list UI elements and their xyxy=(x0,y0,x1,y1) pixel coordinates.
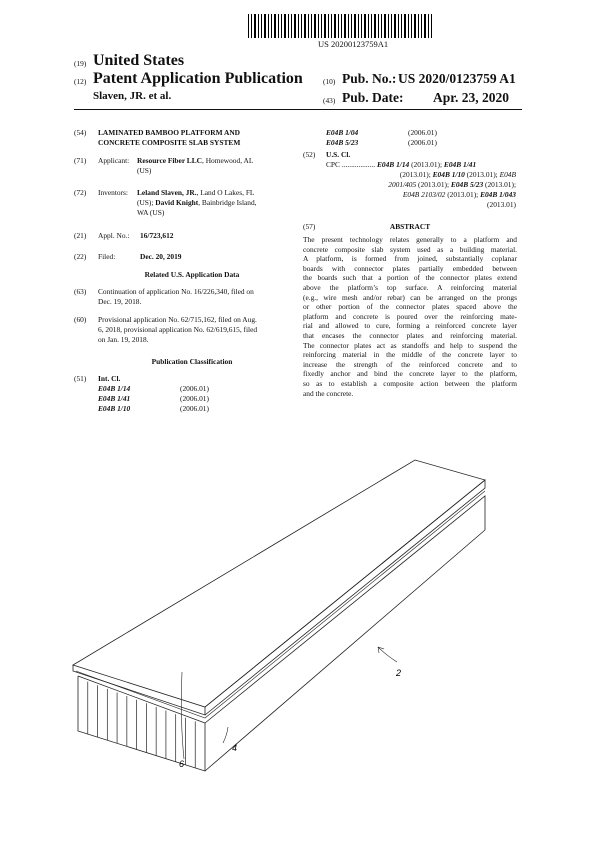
applicant-line xyxy=(137,156,253,166)
title-line2: CONCRETE COMPOSITE SLAB SYSTEM xyxy=(98,138,241,147)
pub-no-code: (10) xyxy=(323,77,336,86)
intcl-cont-code-1: E04B 1/04 xyxy=(326,128,359,137)
barcode-bar xyxy=(358,14,359,38)
barcode-bar xyxy=(354,14,356,38)
barcode-bar xyxy=(408,14,409,38)
filed-label: Filed: xyxy=(98,252,116,261)
barcode-bar xyxy=(264,14,266,38)
intcl-cont-code-2: E04B 5/23 xyxy=(326,138,359,147)
header-rule xyxy=(74,109,522,110)
cpc-2c: (2013.01); xyxy=(464,170,500,179)
intcl-label: Int. Cl. xyxy=(98,374,121,383)
intcl-cont-year-1: (2006.01) xyxy=(408,128,437,137)
leader-4 xyxy=(223,727,228,743)
cpc-line-3 xyxy=(330,180,516,190)
applicant-label: Applicant: xyxy=(98,156,130,165)
pub-no-label: Pub. No.: xyxy=(342,71,397,86)
abstract-line: above the platform’s top surface. A reinforcing material xyxy=(303,282,517,292)
inventor1-loc2: (US); xyxy=(137,198,154,207)
barcode-bar xyxy=(331,14,332,38)
barcode-bar xyxy=(251,14,252,38)
country: United States xyxy=(93,52,185,69)
barcode-bar xyxy=(321,14,322,38)
barcode-bar xyxy=(368,14,369,38)
barcode-bar xyxy=(364,14,366,38)
cpc-1b: (2013.01); xyxy=(409,160,444,169)
barcode-bar xyxy=(374,14,376,38)
barcode-bar xyxy=(278,14,279,38)
barcode-bar xyxy=(261,14,262,38)
abstract-line: platform and concrete is poured over the reinforcing mate- xyxy=(303,311,517,321)
abstract-line: The connector plates act as standoffs and help to suspend the xyxy=(303,340,517,350)
abstract-line: that encases the connector plates and reinforcing material. xyxy=(303,330,517,340)
barcode-bar xyxy=(281,14,282,38)
intcl-year-1: (2006.01) xyxy=(180,384,209,393)
abstract-line: or other portion of the connector plates spaced above the xyxy=(303,302,517,312)
applicant-loc2: (US) xyxy=(137,166,152,175)
intcl-code-1: E04B 1/14 xyxy=(98,384,131,393)
title-code: (54) xyxy=(74,128,87,137)
inventor2-loc: , Bainbridge Island, xyxy=(198,198,257,207)
barcode-number: US 20200123759A1 xyxy=(318,39,389,49)
barcode-bar xyxy=(361,14,362,38)
barcode-bar xyxy=(298,14,299,38)
title-line1: LAMINATED BAMBOO PLATFORM AND xyxy=(98,128,240,137)
abstract-line: so as to establish a composite action between the platform xyxy=(303,378,517,388)
uscl-label: U.S. Cl. xyxy=(326,150,351,159)
abstract-line: (e.g., wire mesh and/or rebar) can be arranged on the prongs xyxy=(303,292,517,302)
abstract-line: reinforcing material in the middle of the concrete layer to xyxy=(303,350,517,360)
cpc-3d: (2013.01); xyxy=(483,180,516,189)
appl-no: 16/723,612 xyxy=(140,231,174,240)
related-heading: Related U.S. Application Data xyxy=(144,270,240,279)
abstract-line: The present technology relates generally to a platform and xyxy=(303,235,517,244)
filed-date: Dec. 20, 2019 xyxy=(140,252,182,261)
barcode-bar xyxy=(398,14,399,38)
abstract-line: A platform, is formed from joined, substantially coplanar xyxy=(303,254,517,264)
inventors-code: (72) xyxy=(74,188,87,197)
barcode-bar xyxy=(254,14,256,38)
intcl-code: (51) xyxy=(74,374,87,383)
abstract-code: (57) xyxy=(303,222,316,231)
slab-drawing xyxy=(60,450,540,780)
barcode-bar xyxy=(394,14,396,38)
cpc-dots: .................. xyxy=(341,160,376,169)
figure xyxy=(60,450,540,780)
barcode-bar xyxy=(291,14,292,38)
applicant-loc: , Homewood, AL xyxy=(202,156,254,165)
barcode-bar xyxy=(378,14,379,38)
barcode-bar xyxy=(431,14,432,38)
barcode-bar xyxy=(274,14,276,38)
applicant-code: (71) xyxy=(74,156,87,165)
barcode-bar xyxy=(328,14,329,38)
intcl-year-3: (2006.01) xyxy=(180,404,209,413)
prov-code: (60) xyxy=(74,315,87,324)
barcode-bar xyxy=(294,14,296,38)
label-6: 6 xyxy=(179,759,185,769)
cpc-line-4 xyxy=(330,190,516,200)
appl-code: (21) xyxy=(74,231,87,240)
barcode-bar xyxy=(424,14,426,38)
barcode-bar xyxy=(311,14,312,38)
cpc-3a: 2001/405 xyxy=(388,180,417,189)
barcode-bar xyxy=(391,14,392,38)
pub-date-code: (43) xyxy=(323,96,336,105)
pubclass-heading: Publication Classification xyxy=(151,357,233,366)
barcode-bar xyxy=(381,14,382,38)
abstract-line: concrete composite slab system used as a building material. xyxy=(303,244,517,254)
prov-line2: 6, 2018, provisional application No. 62/619,615, filed xyxy=(98,325,258,334)
barcode-bar xyxy=(268,14,269,38)
cpc-line-5: (2013.01) xyxy=(487,200,516,209)
pub-type: Patent Application Publication xyxy=(93,70,303,87)
applicant-name: Resource Fiber LLC xyxy=(137,156,203,165)
abstract-text xyxy=(303,235,517,398)
inventor1-name: Leland Slaven, JR. xyxy=(137,188,197,197)
leader-2 xyxy=(378,647,397,662)
cpc-1c: E04B 1/41 xyxy=(443,160,477,169)
cont-code: (63) xyxy=(74,287,87,296)
barcode-bar xyxy=(324,14,326,38)
barcode xyxy=(248,14,436,38)
cpc-3c: E04B 5/23 xyxy=(450,180,484,189)
barcode-bar xyxy=(351,14,352,38)
barcode-bar xyxy=(348,14,349,38)
barcode-bar xyxy=(428,14,429,38)
intcl-year-2: (2006.01) xyxy=(180,394,209,403)
cont-line1: Continuation of application No. 16/226,340, filed on xyxy=(98,287,254,296)
barcode-bar xyxy=(314,14,316,38)
cpc-label: CPC xyxy=(326,160,340,169)
barcode-bar xyxy=(411,14,412,38)
filed-code: (22) xyxy=(74,252,87,261)
barcode-bar xyxy=(418,14,419,38)
abstract-line: rial and allowed to cure, forming a reinforced concrete layer xyxy=(303,321,517,331)
barcode-bar xyxy=(414,14,416,38)
intcl-cont-year-2: (2006.01) xyxy=(408,138,437,147)
pub-no: US 2020/0123759 A1 xyxy=(398,71,516,86)
cpc-1a: E04B 1/14 xyxy=(376,160,410,169)
inventors-label: Inventors: xyxy=(98,188,128,197)
pub-date-label: Pub. Date: xyxy=(342,90,404,105)
pub-date: Apr. 23, 2020 xyxy=(433,90,510,105)
abstract-heading: ABSTRACT xyxy=(389,222,431,231)
barcode-bar xyxy=(384,14,386,38)
abstract-line: increase the strength of the reinforced concrete and to xyxy=(303,359,517,369)
cpc-2d: E04B xyxy=(499,170,516,179)
barcode-bar xyxy=(288,14,289,38)
abstract-line: boards with connector plates partially embedded between xyxy=(303,263,517,273)
abstract-line: and the concrete. xyxy=(303,388,354,398)
abstract-line: fixedly anchor and bind the concrete layer to the platform, xyxy=(303,369,517,379)
barcode-bar xyxy=(371,14,372,38)
barcode-bar xyxy=(334,14,336,38)
barcode-bar xyxy=(341,14,342,38)
cpc-2a: (2013.01); xyxy=(399,170,433,179)
intcl-code-2: E04B 1/41 xyxy=(98,394,131,403)
label-2: 2 xyxy=(396,668,402,678)
barcode-bar xyxy=(284,14,286,38)
prov-line1: Provisional application No. 62/715,162, filed on Aug. xyxy=(98,315,257,324)
barcode-bar xyxy=(308,14,309,38)
appl-label: Appl. No.: xyxy=(98,231,130,240)
barcode-bar xyxy=(421,14,422,38)
barcode-bar xyxy=(388,14,389,38)
label-4: 4 xyxy=(232,743,238,753)
barcode-bar xyxy=(318,14,319,38)
barcode-bar xyxy=(304,14,306,38)
abstract-line: the boards such that a portion of the connector plates extend xyxy=(303,273,517,283)
inventor2-name: David Knight xyxy=(155,198,199,207)
cpc-3b: (2013.01); xyxy=(416,180,451,189)
barcode-bar xyxy=(401,14,402,38)
barcode-bar xyxy=(301,14,302,38)
cont-line2: Dec. 19, 2018. xyxy=(98,297,142,306)
cpc-line-1 xyxy=(326,160,476,170)
inventor2-line xyxy=(137,198,257,208)
cpc-line-2 xyxy=(342,170,516,180)
cpc-4b: (2013.01); xyxy=(445,190,481,199)
cpc-2b: E04B 1/10 xyxy=(432,170,465,179)
uscl-code: (52) xyxy=(303,150,316,159)
barcode-bar xyxy=(338,14,339,38)
pub-type-code: (12) xyxy=(74,77,87,86)
inventor1-loc: , Land O Lakes, FL xyxy=(196,188,255,197)
barcode-bar xyxy=(258,14,259,38)
prov-line3: on Jan. 19, 2018. xyxy=(98,335,149,344)
intcl-code-3: E04B 1/10 xyxy=(98,404,131,413)
barcode-bar xyxy=(271,14,272,38)
cpc-4c: E04B 1/043 xyxy=(480,190,516,199)
inventor1-line xyxy=(137,188,254,198)
barcode-bar xyxy=(344,14,346,38)
country-code: (19) xyxy=(74,59,87,68)
barcode-bar xyxy=(404,14,406,38)
barcode-bar xyxy=(248,14,249,38)
cpc-4a: E04B 2103/02 xyxy=(402,190,446,199)
inventors-short: Slaven, JR. et al. xyxy=(93,90,172,102)
inventor2-loc2: WA (US) xyxy=(137,208,165,217)
